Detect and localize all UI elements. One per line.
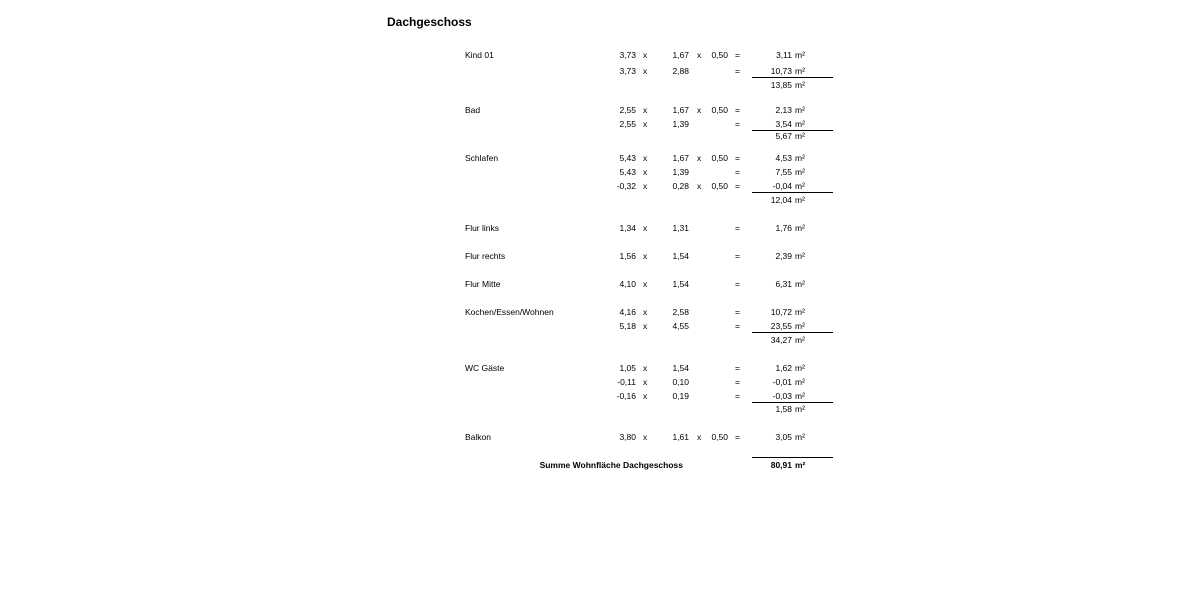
calc-row (0, 319, 1200, 333)
factor-b: 2,58 (672, 307, 689, 317)
calc-row (0, 277, 1200, 291)
equals-sign: = (735, 153, 740, 163)
equals-sign: = (735, 167, 740, 177)
factor-a: -0,11 (617, 377, 636, 387)
unit: m² (795, 50, 805, 60)
unit: m² (795, 432, 805, 442)
factor-a: 5,43 (619, 167, 636, 177)
factor-c: 0,50 (711, 105, 728, 115)
factor-a: 2,55 (619, 105, 636, 115)
unit: m² (795, 195, 805, 205)
factor-b: 0,10 (672, 377, 689, 387)
line-result: 6,31 (775, 279, 792, 289)
room-total: 1,58 (775, 404, 792, 414)
equals-sign: = (735, 279, 740, 289)
unit: m² (795, 181, 805, 191)
room-name: Flur rechts (465, 251, 506, 261)
line-result: 7,55 (775, 167, 792, 177)
line-result: 3,11 (776, 50, 792, 60)
calc-row (0, 249, 1200, 263)
factor-a: -0,32 (616, 181, 636, 191)
line-result: 10,72 (770, 307, 792, 317)
factor-a: 3,73 (619, 50, 636, 60)
multiply-sign: x (643, 153, 648, 163)
unit: m² (795, 363, 805, 373)
line-result: -0,01 (772, 377, 792, 387)
factor-b: 1,67 (672, 50, 689, 60)
equals-sign: = (735, 432, 740, 442)
grand-total-value: 80,91 (770, 460, 792, 470)
room-name: WC Gäste (465, 363, 505, 373)
factor-c: 0,50 (711, 153, 728, 163)
factor-b: 1,67 (672, 105, 689, 115)
multiply-sign: x (697, 50, 702, 60)
unit: m² (795, 307, 805, 317)
calc-row (0, 361, 1200, 375)
factor-a: 5,18 (619, 321, 636, 331)
line-result: 1,76 (775, 223, 792, 233)
multiply-sign: x (643, 432, 648, 442)
unit: m² (795, 131, 805, 141)
line-result: 1,62 (775, 363, 792, 373)
equals-sign: = (735, 66, 740, 76)
factor-c: 0,50 (711, 181, 728, 191)
line-result: 4,53 (775, 153, 792, 163)
equals-sign: = (735, 377, 740, 387)
multiply-sign: x (643, 251, 648, 261)
line-result: 3,05 (775, 432, 792, 442)
equals-sign: = (735, 105, 740, 115)
equals-sign: = (735, 119, 740, 129)
calc-row (0, 375, 1200, 389)
unit: m² (795, 167, 805, 177)
equals-sign: = (735, 321, 740, 331)
grand-total-label: Summe Wohnfläche Dachgeschoss (539, 460, 683, 470)
page-title: Dachgeschoss (387, 15, 472, 29)
factor-b: 1,67 (672, 153, 689, 163)
subtotal-row (0, 193, 1200, 207)
factor-c: 0,50 (711, 432, 728, 442)
room-name: Bad (465, 105, 481, 115)
calc-row (0, 430, 1200, 444)
multiply-sign: x (643, 321, 648, 331)
room-total: 34,27 (770, 335, 792, 345)
room-name: Balkon (465, 432, 491, 442)
unit: m² (795, 279, 805, 289)
room-total: 5,67 (775, 131, 792, 141)
unit: m² (795, 80, 805, 90)
unit: m² (795, 105, 805, 115)
multiply-sign: x (643, 66, 648, 76)
factor-b: 1,54 (672, 363, 689, 373)
unit: m² (795, 335, 805, 345)
factor-b: 2,88 (672, 66, 689, 76)
multiply-sign: x (643, 377, 648, 387)
multiply-sign: x (643, 307, 648, 317)
multiply-sign: x (643, 181, 648, 191)
factor-a: 3,73 (619, 66, 636, 76)
room-name: Kochen/Essen/Wohnen (465, 307, 554, 317)
equals-sign: = (735, 307, 740, 317)
factor-b: 1,39 (672, 167, 689, 177)
factor-a: 4,16 (619, 307, 636, 317)
subtotal-row (0, 129, 1200, 143)
calc-row (0, 179, 1200, 193)
subtotal-row (0, 78, 1200, 92)
factor-a: -0,16 (616, 391, 636, 401)
factor-b: 4,55 (672, 321, 689, 331)
factor-c: 0,50 (711, 50, 728, 60)
multiply-sign: x (697, 181, 702, 191)
equals-sign: = (735, 363, 740, 373)
room-name: Kind 01 (465, 50, 494, 60)
line-result: 23,55 (770, 321, 792, 331)
line-result: -0,04 (772, 181, 792, 191)
room-name: Schlafen (465, 153, 499, 163)
factor-b: 1,61 (672, 432, 689, 442)
unit: m² (795, 223, 805, 233)
equals-sign: = (735, 181, 740, 191)
factor-a: 1,05 (619, 363, 636, 373)
factor-a: 1,34 (619, 223, 636, 233)
line-result: 2,39 (775, 251, 792, 261)
unit: m² (795, 119, 805, 129)
factor-a: 4,10 (619, 279, 636, 289)
calc-row (0, 389, 1200, 403)
grand-total-row (0, 458, 1200, 472)
factor-b: 1,54 (672, 279, 689, 289)
factor-a: 5,43 (619, 153, 636, 163)
room-name: Flur Mitte (465, 279, 501, 289)
equals-sign: = (735, 251, 740, 261)
multiply-sign: x (643, 50, 648, 60)
line-result: 10,73 (770, 66, 792, 76)
unit: m² (795, 153, 805, 163)
room-name: Flur links (465, 223, 500, 233)
factor-b: 1,39 (672, 119, 689, 129)
unit: m² (795, 66, 805, 76)
factor-b: 0,28 (672, 181, 689, 191)
multiply-sign: x (643, 279, 648, 289)
room-total: 12,04 (770, 195, 792, 205)
equals-sign: = (735, 391, 740, 401)
unit: m² (795, 391, 805, 401)
factor-a: 3,80 (619, 432, 636, 442)
multiply-sign: x (643, 363, 648, 373)
subtotal-row (0, 333, 1200, 347)
subtotal-row (0, 402, 1200, 416)
multiply-sign: x (643, 223, 648, 233)
room-total: 13,85 (770, 80, 792, 90)
multiply-sign: x (643, 167, 648, 177)
line-result: 3,54 (775, 119, 792, 129)
unit: m² (795, 404, 805, 414)
calc-row (0, 165, 1200, 179)
unit: m² (795, 251, 805, 261)
line-result: 2,13 (775, 105, 792, 115)
calc-row (0, 151, 1200, 165)
calc-row (0, 48, 1200, 62)
multiply-sign: x (643, 391, 648, 401)
unit: m² (795, 321, 805, 331)
factor-a: 1,56 (619, 251, 636, 261)
factor-b: 0,19 (672, 391, 689, 401)
multiply-sign: x (643, 105, 648, 115)
calc-row (0, 305, 1200, 319)
calc-row (0, 64, 1200, 78)
calc-row (0, 221, 1200, 235)
line-result: -0,03 (772, 391, 792, 401)
factor-b: 1,54 (672, 251, 689, 261)
calc-row (0, 103, 1200, 117)
equals-sign: = (735, 223, 740, 233)
unit: m² (795, 460, 806, 470)
multiply-sign: x (643, 119, 648, 129)
multiply-sign: x (697, 153, 702, 163)
multiply-sign: x (697, 432, 702, 442)
multiply-sign: x (697, 105, 702, 115)
factor-b: 1,31 (672, 223, 689, 233)
equals-sign: = (735, 50, 740, 60)
factor-a: 2,55 (619, 119, 636, 129)
unit: m² (795, 377, 805, 387)
